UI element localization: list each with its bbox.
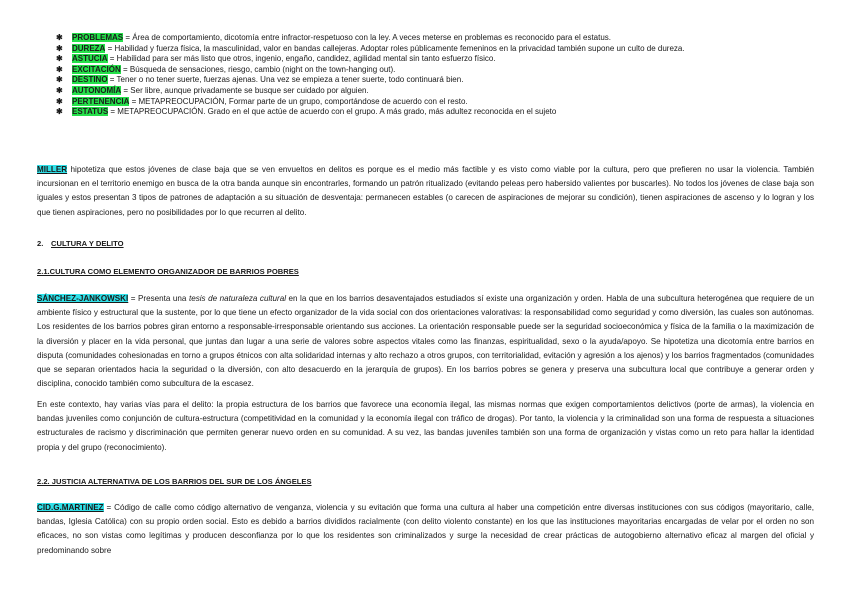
bullet-icon: ✱: [56, 96, 63, 106]
bullet-icon: ✱: [56, 107, 63, 117]
context-paragraph: [37, 398, 814, 455]
bullet-icon: ✱: [56, 75, 63, 85]
list-item: [56, 86, 836, 97]
paragraph-text: = Presenta una: [128, 294, 189, 303]
author-highlight: MILLER: [37, 165, 68, 174]
section-title: CULTURA Y DELITO: [51, 239, 124, 248]
subsection-title: 2.1.CULTURA COMO ELEMENTO ORGANIZADOR DE BARRIOS POBRES: [37, 267, 299, 276]
list-item: [56, 107, 836, 118]
list-item: [56, 54, 836, 65]
list-item: [56, 65, 836, 76]
term-definition: = Búsqueda de sensaciones, riesgo, cambio (night on the town-hanging out).: [120, 64, 396, 74]
term-definition: = METAPREOCUPACIÓN, Formar parte de un grupo, comportándose de acuerdo con el resto.: [129, 96, 468, 106]
term-definition: = Habilidad y fuerza física, la masculinidad, valor en bandas callejeras. Adoptar roles públicamente femeninos en la privacidad también supone un culto de dureza.: [105, 43, 685, 53]
term-highlight: ESTATUS: [72, 107, 109, 117]
author-highlight: SÁNCHEZ-JANKOWSKI: [37, 294, 129, 303]
italic-phrase: tesis de naturaleza cultural: [188, 294, 287, 303]
term-definition: = Habilidad para ser más listo que otros, ingenio, engaño, candidez, agilidad mental sin tanto esfuerzo físico.: [107, 54, 496, 64]
section-number: 2.: [37, 239, 44, 248]
subsection-title: 2.2. JUSTICIA ALTERNATIVA DE LOS BARRIOS DEL SUR DE LOS ÁNGELES: [37, 477, 312, 486]
term-highlight: PERTENENCIA: [72, 96, 130, 106]
bullet-icon: ✱: [56, 64, 63, 74]
paragraph-text: hipotetiza que estos jóvenes de clase baja que se ven envueltos en delitos es porque es el medio más factible y es visto como viable por la cultura, pero que prefieren no usar la violencia. También incursionan en el territorio enemigo en busca de la otra banda aunque sin encontrarles, formando un patrón ritualizado (evitando peleas pero habersido valientes por buscarles). No todos los jóvenes de clase baja son iguales y estos presentan 3 tipos de patrones de adaptación a su situación de desventaja: permanecen estables (o carecen de aspiraciones de mejorar su condición), tienen aspiraciones de ascenso y lo logran y los que tienen aspiraciones, pero no posibilidades por lo que recurren al delito.: [37, 165, 814, 217]
sanchez-paragraph: [37, 292, 814, 391]
paragraph-text: = Código de calle como código alternativo de venganza, violencia y su evitación que forma una cultura al haber una competición entre diversas instituciones con sus códigos (mayoritario, calle, bandas, Iglesia Católica) con su propio orden social. Esto es debido a barrios divididos racialmente (con delito violento constante) en los que las instituciones mayoritarias encargadas de velar por el orden no son eficaces, no son vistas como legítimas y producen desconfianza por lo que los residentes son criminalizados y surge la necesidad de crear prácticas de autogobierno alternativo eficaz al margen del oficial y predominando sobre: [37, 503, 814, 555]
term-highlight: PROBLEMAS: [72, 33, 124, 42]
term-definition: = METAPREOCUPACIÓN. Grado en el que actúe de acuerdo con el grupo. A más grado, más adultez reconocida en el sujeto: [108, 107, 557, 117]
bullet-icon: ✱: [56, 85, 63, 95]
list-item: [56, 33, 836, 44]
term-highlight: DESTINO: [72, 75, 108, 85]
bullet-icon: ✱: [56, 33, 63, 42]
paragraph-text: En este contexto, hay varias vías para el delito: la propia estructura de los barrios que favorece una economía ilegal, las mismas normas que exigen comportamientos delictivos (porte de armas), la violencia en bandas juveniles como conjunción de cultura-estructura (competitividad en la comunidad y la economía ilegal con tráfico de drogas). Por tanto, la violencia y la criminalidad son una forma de respuesta a situaciones estructurales de racismo y discriminación que permiten generar nuevo orden en su comunidad. A su vez, las bandas juveniles también son una forma de organización y vistas como un reto para hallar la identidad propia y del grupo (reconocimiento).: [37, 400, 814, 452]
list-item: [56, 75, 836, 86]
term-definition: = Área de comportamiento, dicotomía entre infractor-respetuoso con la ley. A veces meterse en problemas es reconocido para el estatus.: [123, 33, 612, 42]
term-highlight: ASTUCIA: [72, 54, 108, 64]
value-bullet-list: [56, 33, 836, 118]
list-item: [56, 44, 836, 55]
bullet-icon: ✱: [56, 43, 63, 53]
bullet-icon: ✱: [56, 54, 63, 64]
list-item: [56, 97, 836, 108]
author-highlight: CID.G.MARTINEZ: [37, 503, 104, 512]
term-definition: = Tener o no tener suerte, fuerzas ajenas. Una vez se empieza a tener suerte, todo continuará bien.: [107, 75, 464, 85]
term-highlight: EXCITACIÓN: [72, 64, 121, 74]
term-definition: = Ser libre, aunque privadamente se busque ser cuidado por alguien.: [121, 85, 369, 95]
cid-paragraph: [37, 501, 814, 558]
subsection-heading: [37, 477, 312, 486]
paragraph-text: en la que en los barrios desaventajados estudiados sí existe una organización y orden. Habla de una subcultura heterogénea que requiere de un ambiente físico y estructural que la sustente, por lo que tiene un efecto organizador de la vida social con dos orientaciones valorativas: la responsabilidad como seguridad y como diversión, las cuales son autónomas. Los residentes de los barrios pobres giran entorno a responsable-irresponsable orientando sus acciones. La orientación responsable puede ser la seguridad socioeconómica y física de la familia o la maximización de la diversión y placer en la vida personal, que juntas dan lugar a una serie de valores sobre aspectos vitales como las finanzas, espiritualidad, sexo o la ayuda/apoyo. Se hipotetiza una dicotomía entre barrios en disputa (comunidades cohesionadas en torno a grupos étnicos con alta solidaridad internas y alto rechazo a otros grupos, con territorialidad, evitación y agresión a los ajenos) y los barrios fragmentados (comunidades que se separan orientados hacia la seguridad o la diversión, con alto desacuerdo en la jerarquía de grupos). En los barrios pobres se genera y preserva una subcultura local que contribuye a generar orden y disciplina, conocido también como subcultura de la escasez.: [37, 294, 815, 389]
miller-paragraph: [37, 163, 814, 220]
term-highlight: DUREZA: [72, 43, 106, 53]
subsection-heading: [37, 267, 299, 276]
section-heading: [37, 239, 124, 248]
term-highlight: AUTONOMÍA: [72, 85, 122, 95]
